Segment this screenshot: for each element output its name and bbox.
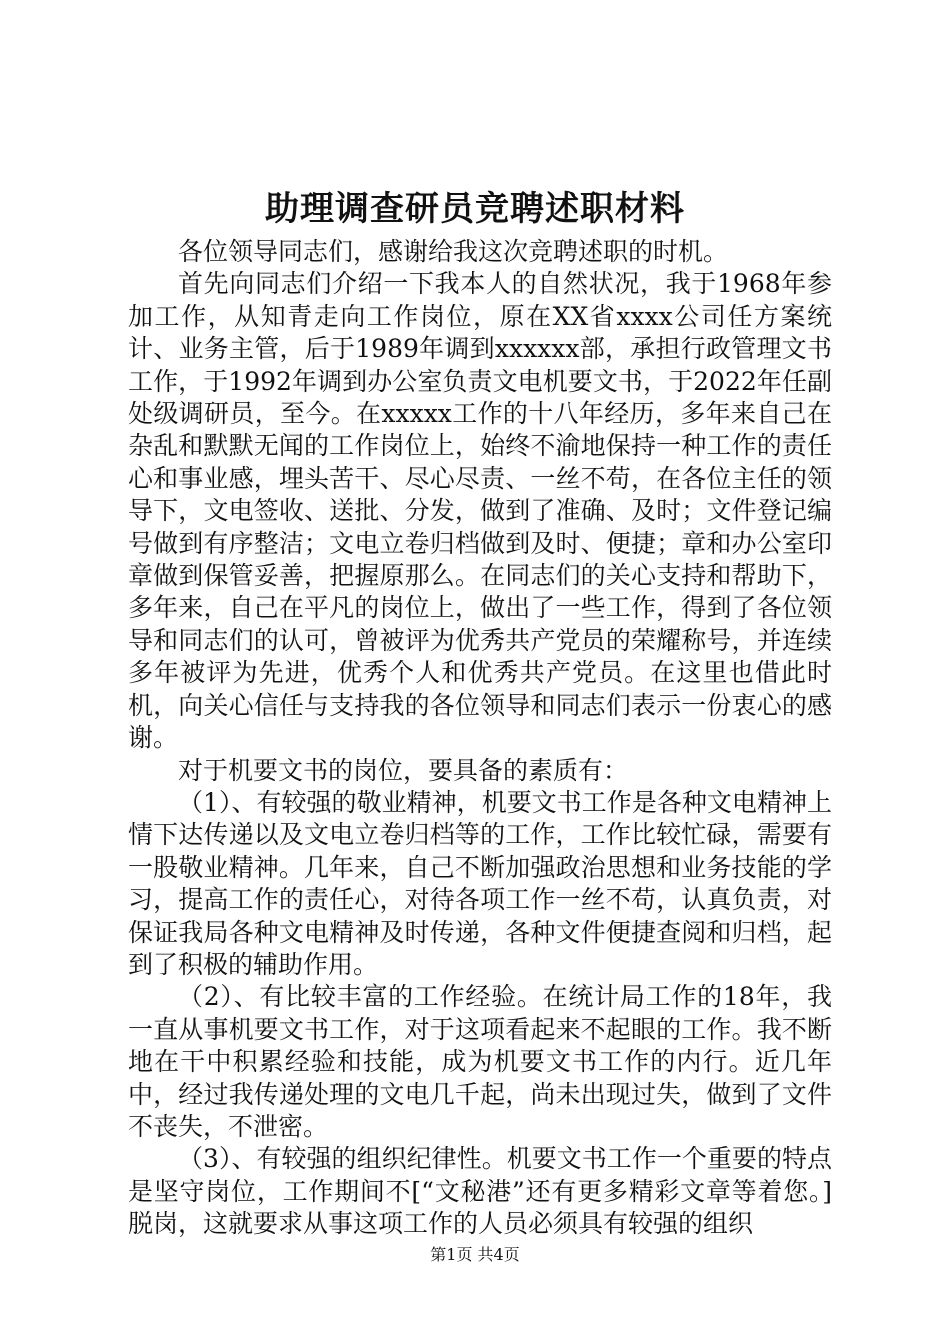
paragraph-quality-2: （2）、有比较丰富的工作经验。在统计局工作的18年，我一直从事机要文书工作，对于这项看起来不起眼的工作。我不断地在干中积累经验和技能，成为机要文书工作的内行。近几年中，经过我传递处理的文电几千起，尚未出现过失，做到了文件不丧失，不泄密。 [128, 982, 832, 1141]
paragraph-background: 首先向同志们介绍一下我本人的自然状况，我于1968年参加工作，从知青走向工作岗位，原在XX省xxxx公司任方案统计、业务主管，后于1989年调到xxxxxx部，承担行政管理文书工作，于1992年调到办公室负责文电机要文书，于2022年任副处级调研员，至今。在xxxxx工作的十八年经历，多年来自己在杂乱和默默无闻的工作岗位上，始终不渝地保持一种工作的责任心和事业感，埋头苦干、尽心尽责、一丝不苟，在各位主任的领导下，文电签收、送批、分发，做到了准确、及时；文件登记编号做到有序整洁；文电立卷归档做到及时、便捷；章和办公室印章做到保管妥善，把握原那么。在同志们的关心支持和帮助下，多年来，自己在平凡的岗位上，做出了一些工作，得到了各位领导和同志们的认可，曾被评为优秀共产党员的荣耀称号，并连续多年被评为先进，优秀个人和优秀共产党员。在这里也借此时机，向关心信任与支持我的各位领导和同志们表示一份衷心的感谢。 [128, 269, 832, 753]
paragraph-quality-1: （1）、有较强的敬业精神，机要文书工作是各种文电精神上情下达传递以及文电立卷归档等的工作，工作比较忙碌，需要有一股敬业精神。几年来，自己不断加强政治思想和业务技能的学习，提高工作的责任心，对待各项工作一丝不苟，认真负责，对保证我局各种文电精神及时传递，各种文件便捷查阅和归档，起到了积极的辅助作用。 [128, 787, 832, 979]
paragraph-greeting: 各位领导同志们，感谢给我这次竞聘述职的时机。 [178, 237, 729, 266]
document-title: 助理调查研员竞聘述职材料 [265, 189, 685, 229]
document-body [128, 236, 832, 1241]
page-footer: 第1页 共4页 [430, 1245, 520, 1264]
paragraph-quality-3: （3）、有较强的组织纪律性。机要文书工作一个重要的特点是坚守岗位，工作期间不[“文秘港”还有更多精彩文章等着您。]脱岗，这就要求从事这项工作的人员必须具有较强的组织 [128, 1144, 832, 1239]
paragraph-qualities-intro: 对于机要文书的岗位，要具备的素质有： [178, 755, 629, 785]
